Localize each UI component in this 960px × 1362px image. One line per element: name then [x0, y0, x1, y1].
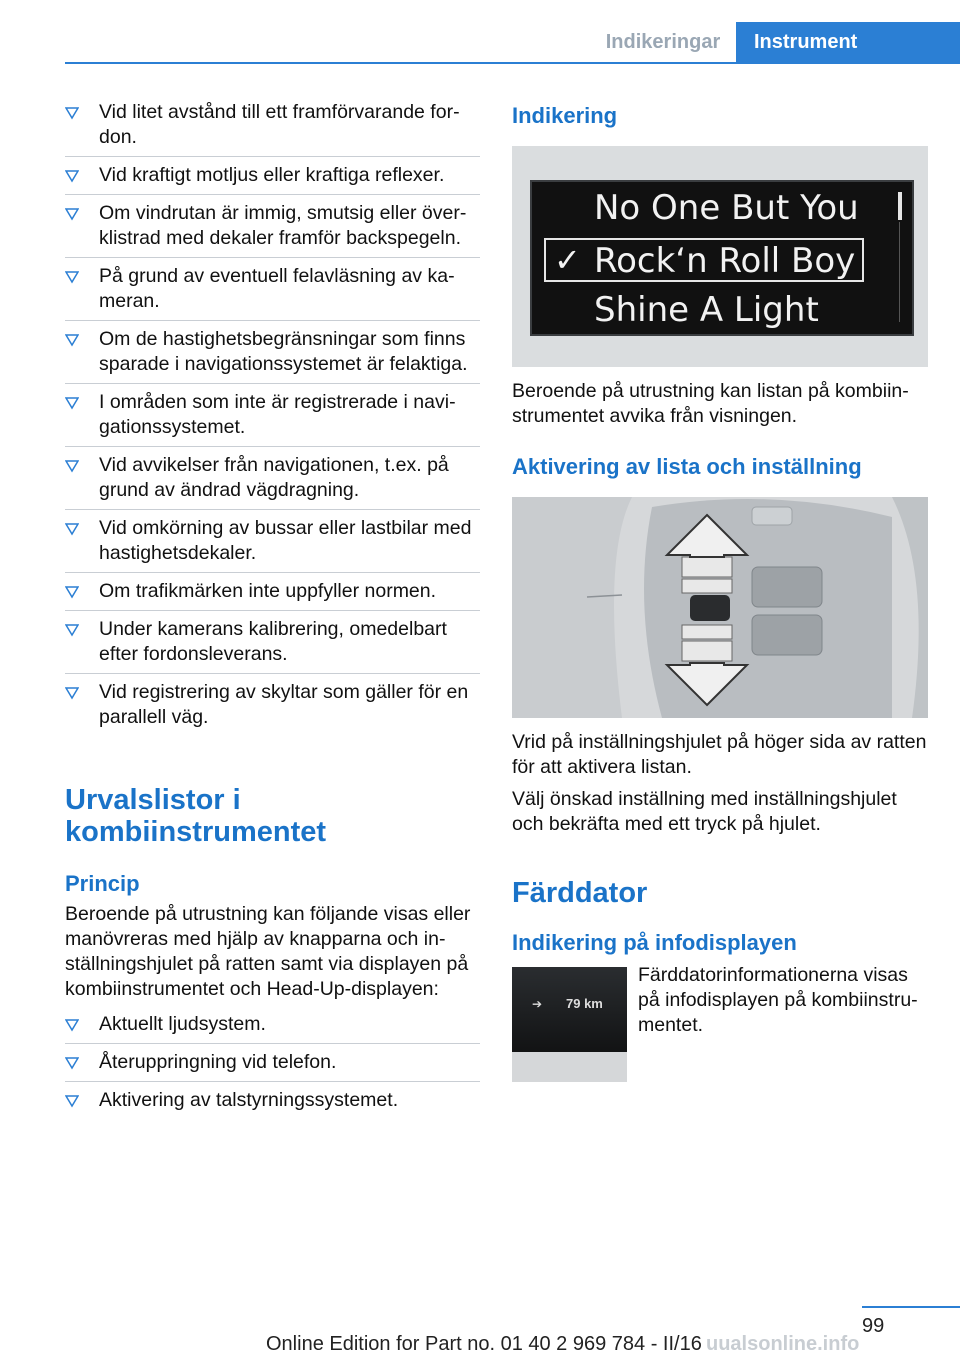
triangle-bullet-icon	[65, 396, 79, 410]
list-item	[65, 612, 480, 674]
page-number: 99	[862, 1315, 885, 1337]
list-item	[65, 1045, 480, 1082]
list-item	[65, 1012, 480, 1044]
right-column	[512, 100, 930, 1083]
infodisplay-text: Färddatorinformationerna visas på infodisplayen på kombiinstrumentet.	[638, 964, 918, 1036]
list-item-text: Vid omkörning av bussar eller lastbilar med hastighetsdekaler.	[99, 517, 472, 564]
triangle-bullet-icon	[65, 686, 79, 700]
steering-wheel-illustration	[512, 497, 928, 718]
header-rule	[65, 62, 960, 64]
list-item-text: Under kamerans kalibrering, omedelbart efter fordonsleverans.	[99, 618, 447, 665]
list-item-text: Återuppringning vid telefon.	[99, 1051, 337, 1073]
list-item-text: Om vindrutan är immig, smutsig eller överklistrad med dekaler framför backspegeln.	[99, 202, 467, 249]
indikering-heading: Indikering	[512, 103, 618, 128]
infodisplay-frame	[512, 1052, 627, 1082]
triangle-bullet-icon	[65, 623, 79, 637]
list-item	[65, 322, 480, 384]
infodisplay-heading: Indikering på infodisplayen	[512, 930, 797, 955]
triangle-bullet-icon	[65, 1094, 79, 1108]
infodisplay-block	[512, 963, 930, 1083]
list-item	[65, 448, 480, 510]
aktivering-text-2: Välj önskad inställning med inställningshjulet och bekräfta med ett tryck på hjulet.	[512, 788, 897, 835]
triangle-bullet-icon	[65, 169, 79, 183]
list-item	[65, 385, 480, 447]
list-item-text: Om trafikmärken inte uppfyller normen.	[99, 580, 437, 602]
triangle-bullet-icon	[65, 1056, 79, 1070]
check-icon: ✓	[554, 241, 581, 279]
list-item	[65, 259, 480, 321]
list-item	[65, 1083, 480, 1119]
princip-heading: Princip	[65, 871, 140, 896]
left-column	[65, 100, 480, 1120]
cluster-list-image	[512, 146, 928, 367]
header-tab-instrument: Instrument	[736, 22, 960, 62]
cluster-display	[530, 180, 914, 336]
aktivering-text-1: Vrid på inställningshjulet på höger sida av ratten för att aktivera listan.	[512, 731, 927, 778]
triangle-bullet-icon	[65, 207, 79, 221]
edition-text: Online Edition for Part no. 01 40 2 969 784 - II/16	[266, 1333, 702, 1355]
triangle-bullet-icon	[65, 585, 79, 599]
bullet-list-features	[65, 1012, 480, 1119]
aktivering-heading: Aktivering av lista och inställning	[512, 454, 862, 479]
bullet-list-limitations	[65, 100, 480, 736]
list-item-text: Om de hastighetsbegränsningar som finns sparade i navigationssystemet är felaktiga.	[99, 328, 468, 375]
triangle-bullet-icon	[65, 270, 79, 284]
list-item	[65, 158, 480, 195]
footer-rule	[862, 1306, 960, 1308]
list-item-text: På grund av eventuell felavläsning av kameran.	[99, 265, 455, 312]
range-readout: 79 km	[566, 996, 603, 1011]
princip-text: Beroende på utrustning kan följande visas eller manövreras med hjälp av knapparna och inställningshjulet på ratten samt via displayen på kombiinstrumentet och Head-Up-displayen:	[65, 903, 471, 1000]
triangle-bullet-icon	[65, 459, 79, 473]
list-item-text: Vid avvikelser från navigationen, t.ex. på grund av ändrad vägdragning.	[99, 454, 449, 501]
triangle-bullet-icon	[65, 1018, 79, 1032]
list-caption: Beroende på utrustning kan listan på kombiinstrumentet avvika från visningen.	[512, 380, 909, 427]
list-item	[65, 675, 480, 736]
list-item	[65, 196, 480, 258]
list-item	[65, 100, 480, 157]
triangle-bullet-icon	[65, 106, 79, 120]
triangle-bullet-icon	[65, 333, 79, 347]
cluster-list-selection	[544, 238, 864, 282]
scrollbar-indicator	[898, 192, 902, 220]
cluster-list-item: Rock‘n Roll Boy	[594, 241, 856, 281]
list-item-text: I områden som inte är registrerade i navigationssystemet.	[99, 391, 456, 438]
steering-wheel-image	[512, 497, 928, 718]
list-item	[65, 511, 480, 573]
cluster-list-item: Shine A Light	[594, 290, 819, 330]
range-arrow-icon: ➔	[532, 997, 543, 1011]
list-item-text: Vid litet avstånd till ett framförvarande fordon.	[99, 101, 460, 148]
list-item	[65, 574, 480, 611]
cluster-list-item: No One But You	[594, 188, 859, 228]
header-tab-indikeringar: Indikeringar	[605, 30, 721, 53]
fardator-title: Färddator	[512, 877, 648, 909]
infodisplay-image	[512, 967, 627, 1082]
section-title: Urvalslistor i kombiinstrumentet	[65, 784, 327, 848]
watermark: uualsonline.info	[706, 1333, 860, 1355]
list-item-text: Aktuellt ljudsystem.	[99, 1013, 266, 1035]
triangle-bullet-icon	[65, 522, 79, 536]
list-item-text: Vid registrering av skyltar som gäller för en parallell väg.	[99, 681, 469, 728]
infodisplay-screen	[512, 967, 627, 1052]
list-item-text: Aktivering av talstyrningssystemet.	[99, 1089, 399, 1111]
scrollbar-track	[899, 222, 900, 322]
list-item-text: Vid kraftigt motljus eller kraftiga reflexer.	[99, 164, 445, 186]
